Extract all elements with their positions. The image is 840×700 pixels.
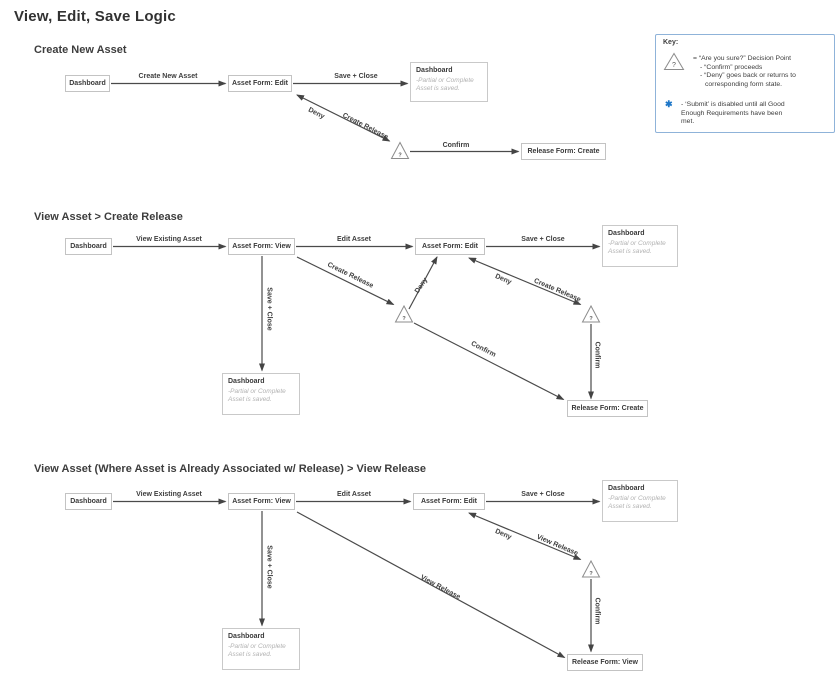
node-s2-dashboard-saved-bottom — [222, 373, 300, 415]
edge-label-confirm: Confirm — [469, 340, 497, 359]
edge-label-deny: Deny — [493, 527, 513, 542]
subtitle-line: Asset is saved. — [228, 651, 272, 658]
node-s1-release-form-create: Release Form: Create — [521, 143, 606, 160]
edge-label-confirm-vertical: Confirm — [593, 341, 601, 369]
edge-label-confirm-vertical: Confirm — [593, 597, 601, 625]
page-title: View, Edit, Save Logic — [14, 8, 176, 25]
subtitle-line: -Partial or Complete — [228, 388, 286, 395]
edge-label-create-release: Create Release — [326, 261, 375, 290]
node-s2-asset-form-view: Asset Form: View — [228, 238, 295, 255]
node-s1-dashboard: Dashboard — [65, 75, 110, 92]
subtitle-line: -Partial or Complete — [228, 643, 286, 650]
node-subtitle — [228, 388, 294, 404]
edge-label-confirm: Confirm — [442, 142, 470, 149]
subtitle-line: -Partial or Complete — [608, 495, 666, 502]
edge-label-view-existing-asset: View Existing Asset — [136, 491, 202, 498]
section-heading-view-asset-view-release: View Asset (Where Asset is Already Associated w/ Release) > View Release — [34, 463, 427, 475]
section-heading-create-new-asset: Create New Asset — [34, 44, 127, 56]
edge-label-save-close: Save + Close — [334, 73, 378, 80]
node-subtitle — [608, 495, 672, 511]
node-s1-asset-form-edit: Asset Form: Edit — [228, 75, 292, 92]
question-mark-icon: ? — [589, 316, 593, 322]
node-s2-dashboard-saved-right — [602, 225, 678, 267]
edge-s2-view-to-decision1 — [297, 257, 394, 305]
legend-heading: Key: — [663, 39, 679, 46]
edge-label-save-close-vertical: Save + Close — [265, 287, 273, 331]
subtitle-line: Asset is saved. — [228, 396, 272, 403]
node-s3-dashboard-saved-bottom — [222, 628, 300, 670]
node-title: Dashboard — [608, 485, 645, 492]
node-s3-asset-form-edit: Asset Form: Edit — [413, 493, 485, 510]
edge-label-save-close-vertical: Save + Close — [265, 545, 273, 589]
edge-label-deny: Deny — [413, 276, 430, 295]
legend-submit-line: Enough Requirements have been — [681, 109, 783, 117]
edge-label-deny: Deny — [493, 272, 513, 287]
subtitle-line: Asset is saved. — [416, 85, 460, 92]
node-s2-release-form-create: Release Form: Create — [567, 400, 648, 417]
legend-key-box — [655, 34, 835, 133]
edge-label-view-release-long: View Release — [419, 574, 462, 602]
section-heading-view-asset-create-release: View Asset > Create Release — [34, 211, 183, 223]
node-subtitle — [228, 643, 294, 659]
question-mark-icon: ? — [672, 62, 676, 69]
subtitle-line: Asset is saved. — [608, 248, 652, 255]
node-subtitle — [416, 77, 482, 93]
decision-triangle-icon — [662, 52, 686, 72]
legend-decision-line: - “Deny” goes back or returns to — [700, 72, 796, 79]
edge-label-create-new-asset: Create New Asset — [138, 73, 198, 80]
edge-label-create-release: Create Release — [341, 112, 390, 142]
edge-label-save-close: Save + Close — [521, 236, 565, 243]
edge-label-deny: Deny — [307, 106, 326, 121]
node-s1-dashboard-saved — [410, 62, 488, 102]
node-s2-dashboard: Dashboard — [65, 238, 112, 255]
legend-decision-line: - “Confirm” proceeds — [700, 63, 763, 71]
asterisk-icon: ✱ — [665, 99, 673, 109]
node-s3-dashboard: Dashboard — [65, 493, 112, 510]
edge-label-view-release: View Release — [535, 533, 579, 558]
edge-label-create-release: Create Release — [532, 277, 582, 304]
node-s3-dashboard-saved-right — [602, 480, 678, 522]
edge-label-view-existing-asset: View Existing Asset — [136, 236, 202, 243]
subtitle-line: -Partial or Complete — [416, 77, 474, 84]
node-title: Dashboard — [608, 230, 645, 237]
subtitle-line: -Partial or Complete — [608, 240, 666, 247]
subtitle-line: Asset is saved. — [608, 503, 652, 510]
node-title: Dashboard — [228, 633, 265, 640]
legend-decision-line: corresponding form state. — [705, 80, 783, 88]
node-subtitle — [608, 240, 672, 256]
question-mark-icon: ? — [589, 571, 593, 577]
question-mark-icon: ? — [398, 152, 402, 159]
edge-label-save-close: Save + Close — [521, 491, 565, 498]
edge-s2-decision1-to-release-confirm — [414, 323, 564, 400]
edge-label-edit-asset: Edit Asset — [337, 491, 371, 498]
node-s2-asset-form-edit: Asset Form: Edit — [415, 238, 485, 255]
node-title: Dashboard — [228, 378, 265, 385]
legend-submit-line: - ‘Submit’ is disabled until all Good — [681, 101, 785, 108]
node-s3-release-form-view: Release Form: View — [567, 654, 643, 671]
legend-submit-line: met. — [681, 118, 695, 125]
edge-label-edit-asset: Edit Asset — [337, 236, 371, 243]
legend-decision-line: = “Are you sure?” Decision Point — [693, 55, 792, 62]
node-title: Dashboard — [416, 67, 453, 74]
question-mark-icon: ? — [402, 316, 406, 322]
node-s3-asset-form-view: Asset Form: View — [228, 493, 295, 510]
